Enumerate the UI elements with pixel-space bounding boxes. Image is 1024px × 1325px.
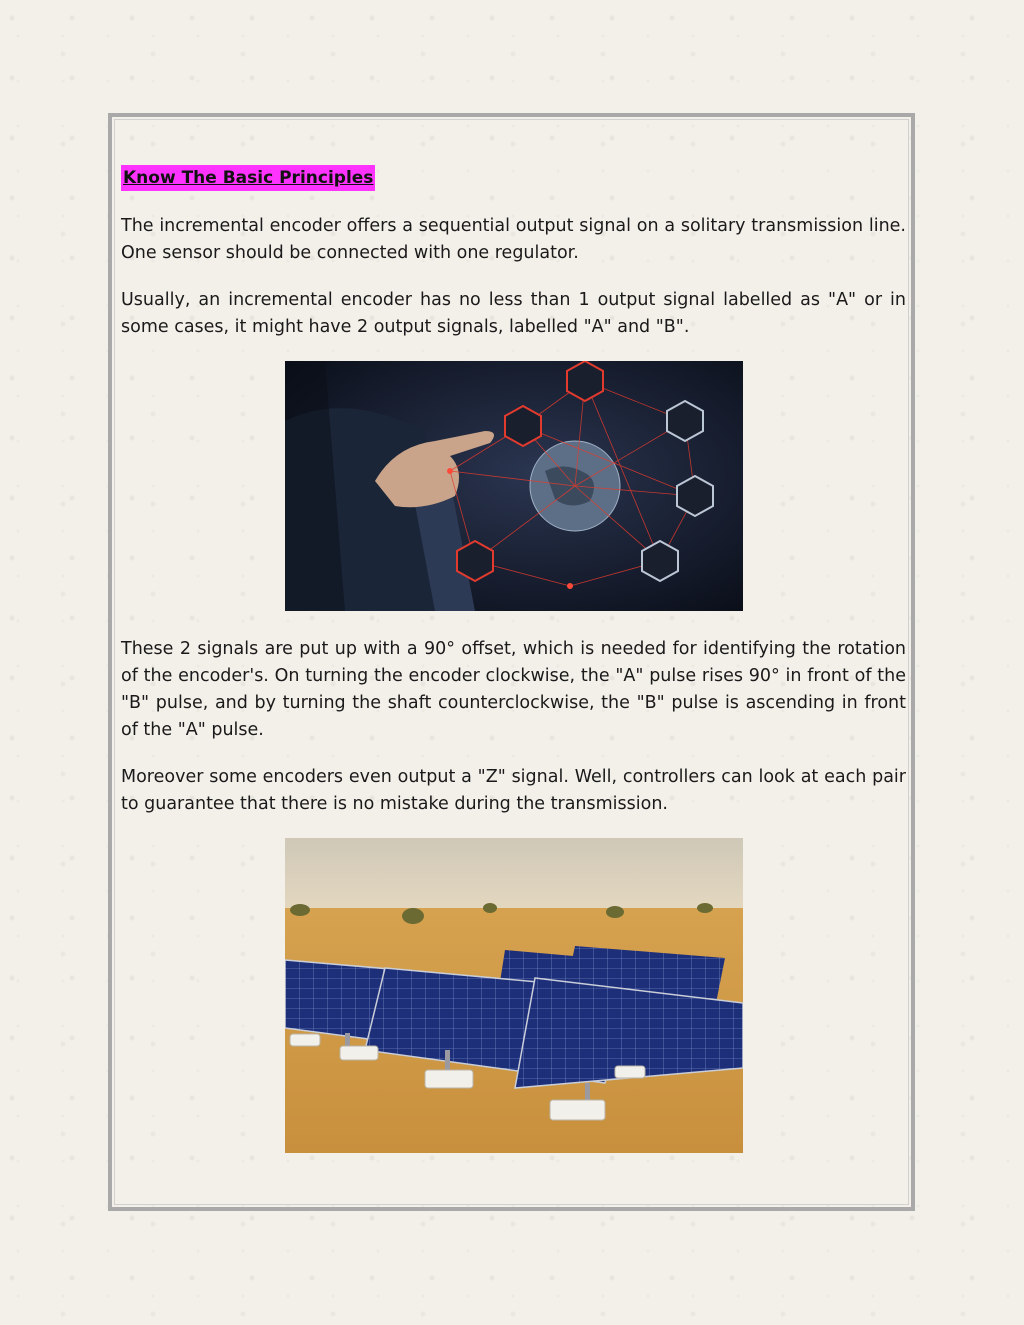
solar-panels-image bbox=[285, 838, 743, 1153]
section-heading: Know The Basic Principles bbox=[121, 165, 375, 191]
paragraph-1: The incremental encoder offers a sequential output signal on a solitary transmission line. One sensor should be connected with one regulator. bbox=[121, 216, 906, 263]
network-illustration-image bbox=[285, 361, 743, 611]
paragraph-4: Moreover some encoders even output a "Z" signal. Well, controllers can look at each pair to guarantee that there is no mistake during the transmission. bbox=[121, 767, 906, 814]
paragraph-2: Usually, an incremental encoder has no less than 1 output signal labelled as "A" or in some cases, it might have 2 output signals, labelled "A" and "B". bbox=[121, 290, 906, 337]
article-body bbox=[121, 165, 906, 1175]
paragraph-3: These 2 signals are put up with a 90° offset, which is needed for identifying the rotation of the encoder's. On turning the encoder clockwise, the "A" pulse rises 90° in front of the "B" pulse, and by turning the shaft counterclockwise, the "B" pulse is ascending in front of the "A" pulse. bbox=[121, 639, 906, 740]
